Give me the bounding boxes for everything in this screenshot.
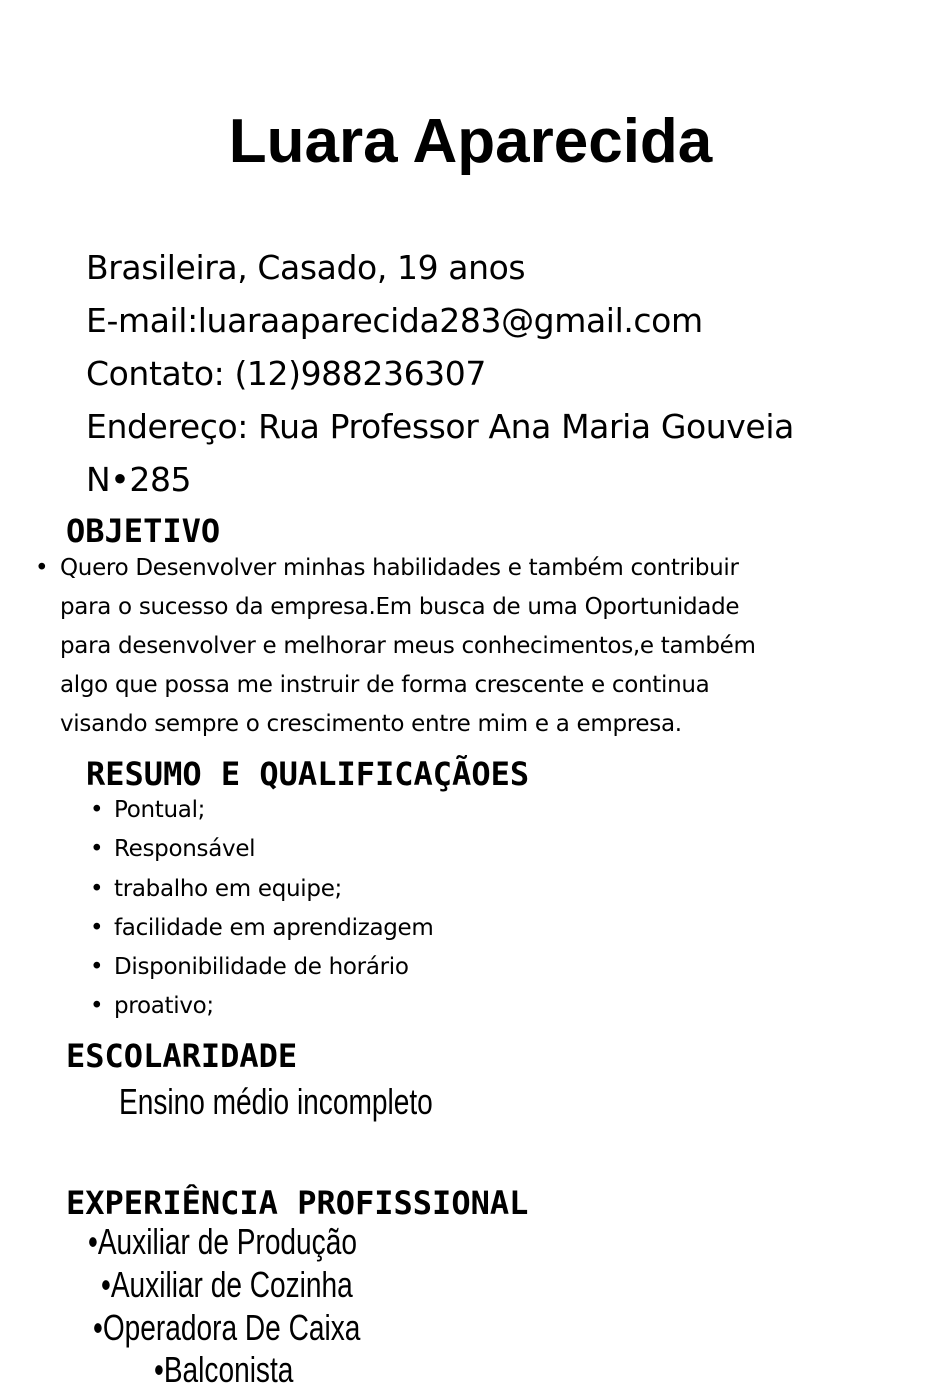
bullet: • [90,954,104,981]
objetivo-line: para o sucesso da empresa.Em busca de uma Oportunidade [60,594,740,620]
objetivo-line: para desenvolver e melhorar meus conhecimentos,e também [60,633,756,659]
objetivo-text [35,549,860,744]
objetivo-line: algo que possa me instruir de forma crescente e continua [60,672,710,698]
experiencia-heading: EXPERIÊNCIA PROFISSIONAL [66,1184,529,1222]
qualifications-list [90,791,434,1027]
email-text: E-mail:luaraaparecida283@gmail.com [86,301,703,340]
list-item [90,987,434,1026]
list-item [90,830,434,869]
qualification-text: Pontual; [114,797,206,823]
address-line-2: N•285 [86,460,192,499]
bullet: • [90,836,104,863]
contact-phone: Contato: (12)988236307 [86,354,486,393]
list-item [90,791,434,830]
candidate-name: Luara Aparecida [228,107,713,176]
escolaridade-heading: ESCOLARIDADE [66,1037,298,1075]
objetivo-line: visando sempre o crescimento entre mim e a empresa. [60,711,682,737]
list-item [90,948,434,987]
qualification-text: Disponibilidade de horário [114,954,409,981]
bullet: • [90,797,104,823]
qualification-text: proativo; [114,993,214,1020]
bullet: • [90,875,104,902]
education-level: Ensino médio incompleto [119,1081,433,1122]
address-line-1: Endereço: Rua Professor Ana Maria Gouveia [86,407,794,446]
experience-item: •Operadora De Caixa [93,1307,361,1348]
list-item [90,909,434,948]
qualification-text: Responsável [114,836,256,863]
objetivo-heading: OBJETIVO [66,512,221,550]
personal-info [86,241,794,506]
nationality-status-age: Brasileira, Casado, 19 anos [86,248,526,287]
qualification-text: trabalho em equipe; [114,875,342,902]
objetivo-bullet: • [35,555,49,581]
list-item [90,870,434,909]
qualification-text: facilidade em aprendizagem [114,914,434,941]
bullet: • [90,993,104,1020]
experience-item: •Auxiliar de Cozinha [101,1264,353,1305]
resumo-heading: RESUMO E QUALIFICAÇÃOES [86,755,530,793]
experience-item: •Auxiliar de Produção [88,1221,357,1262]
objetivo-line: Quero Desenvolver minhas habilidades e também contribuir [60,555,739,581]
experience-item: •Balconista [154,1349,294,1390]
bullet: • [90,914,104,941]
